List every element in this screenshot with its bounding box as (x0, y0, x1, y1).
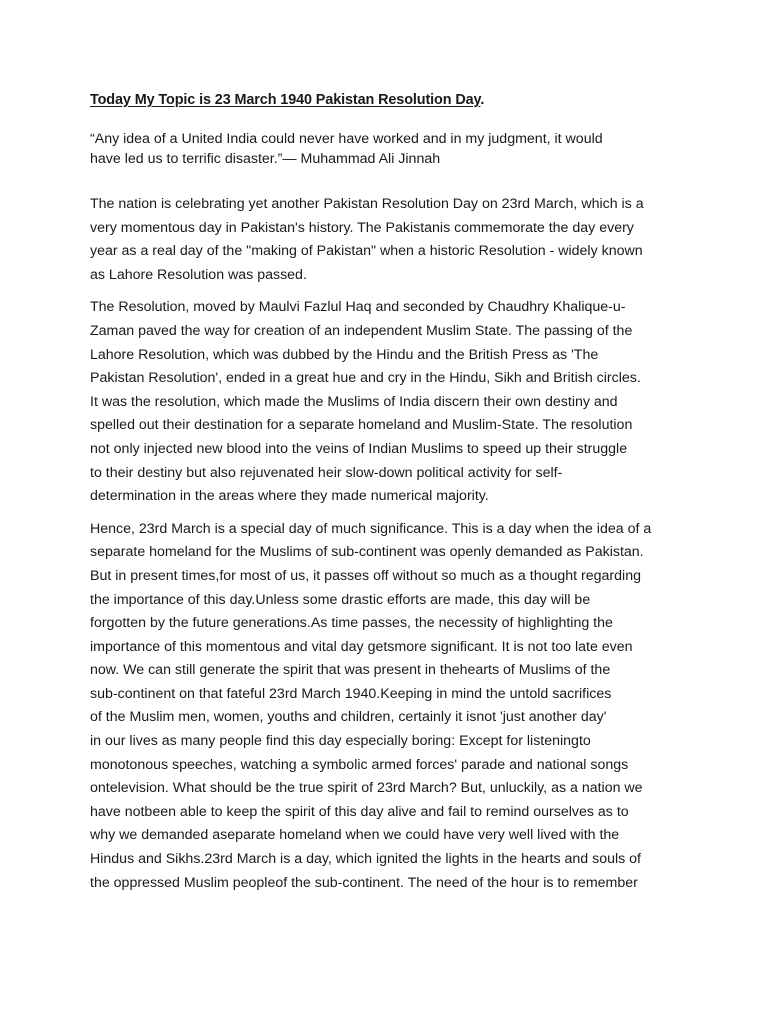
paragraph-line: Zaman paved the way for creation of an independent Muslim State. The passing of the (90, 322, 633, 339)
paragraph-line: determination in the areas where they made numerical majority. (90, 488, 489, 505)
paragraph-line: in our lives as many people find this day especially boring: Except for listeningto (90, 733, 591, 750)
jinnah-quote (90, 129, 685, 169)
paragraph-line: not only injected new blood into the veins of Indian Muslims to speed up their struggle (90, 440, 628, 457)
paragraph-line: importance of this momentous and vital day getsmore significant. It is not too late even (90, 638, 633, 655)
paragraph-line: to their destiny but also rejuvenated heir slow-down political activity for self- (90, 464, 563, 481)
paragraph-line: The nation is celebrating yet another Pakistan Resolution Day on 23rd March, which is a (90, 196, 644, 212)
paragraph-line: Hindus and Sikhs.23rd March is a day, which ignited the lights in the hearts and souls of (90, 851, 641, 868)
paragraph-line: spelled out their destination for a separate homeland and Muslim-State. The resolution (90, 417, 633, 434)
quote-line: “Any idea of a United India could never have worked and in my judgment, it would (90, 131, 603, 147)
paragraph-line: the oppressed Muslim peopleof the sub-continent. The need of the hour is to remember (90, 874, 638, 891)
document-page (90, 92, 685, 904)
paragraph-line: But in present times,for most of us, it passes off without so much as a thought regarding (90, 567, 641, 584)
paragraph-line: separate homeland for the Muslims of sub-continent was openly demanded as Pakistan. (90, 544, 644, 561)
paragraph-line: The Resolution, moved by Maulvi Fazlul Haq and seconded by Chaudhry Khalique-u- (90, 299, 626, 316)
document-title-period: . (480, 92, 485, 108)
paragraph-line: very momentous day in Pakistan's history. The Pakistanis commemorate the day every (90, 219, 634, 236)
body-paragraph (90, 518, 685, 896)
paragraph-line: forgotten by the future generations.As time passes, the necessity of highlighting the (90, 615, 613, 632)
paragraph-line: Hence, 23rd March is a special day of much significance. This is a day when the idea of a (90, 520, 652, 537)
paragraph-line: as Lahore Resolution was passed. (90, 266, 307, 283)
paragraph-line: monotonous speeches, watching a symbolic armed forces' parade and national songs (90, 756, 629, 773)
document-title (90, 92, 685, 108)
document-title-text: Today My Topic is 23 March 1940 Pakistan Resolution Day (90, 92, 481, 108)
paragraph-line: It was the resolution, which made the Muslims of India discern their own destiny and (90, 393, 618, 410)
paragraph-line: year as a real day of the "making of Pakistan" when a historic Resolution - widely known (90, 243, 643, 260)
quote-line: have led us to terrific disaster.”— Muhammad Ali Jinnah (90, 151, 441, 167)
paragraph-line: the importance of this day.Unless some drastic efforts are made, this day will be (90, 591, 591, 608)
paragraph-line: sub-continent on that fateful 23rd March 1940.Keeping in mind the untold sacrifices (90, 685, 612, 702)
paragraph-line: Pakistan Resolution', ended in a great hue and cry in the Hindu, Sikh and British circles. (90, 370, 641, 387)
paragraph-line: now. We can still generate the spirit that was present in thehearts of Muslims of the (90, 662, 611, 679)
paragraph-line: why we demanded aseparate homeland when we could have very well lived with the (90, 827, 620, 844)
body-paragraph (90, 296, 685, 508)
paragraph-line: Lahore Resolution, which was dubbed by the Hindu and the British Press as 'The (90, 346, 599, 363)
body-paragraph (90, 193, 685, 287)
paragraph-line: of the Muslim men, women, youths and children, certainly it isnot 'just another day' (90, 709, 607, 726)
paragraph-line: ontelevision. What should be the true spirit of 23rd March? But, unluckily, as a nation we (90, 780, 643, 797)
paragraph-line: have notbeen able to keep the spirit of this day alive and fail to remind ourselves as to (90, 803, 629, 820)
body-paragraphs (90, 193, 685, 895)
